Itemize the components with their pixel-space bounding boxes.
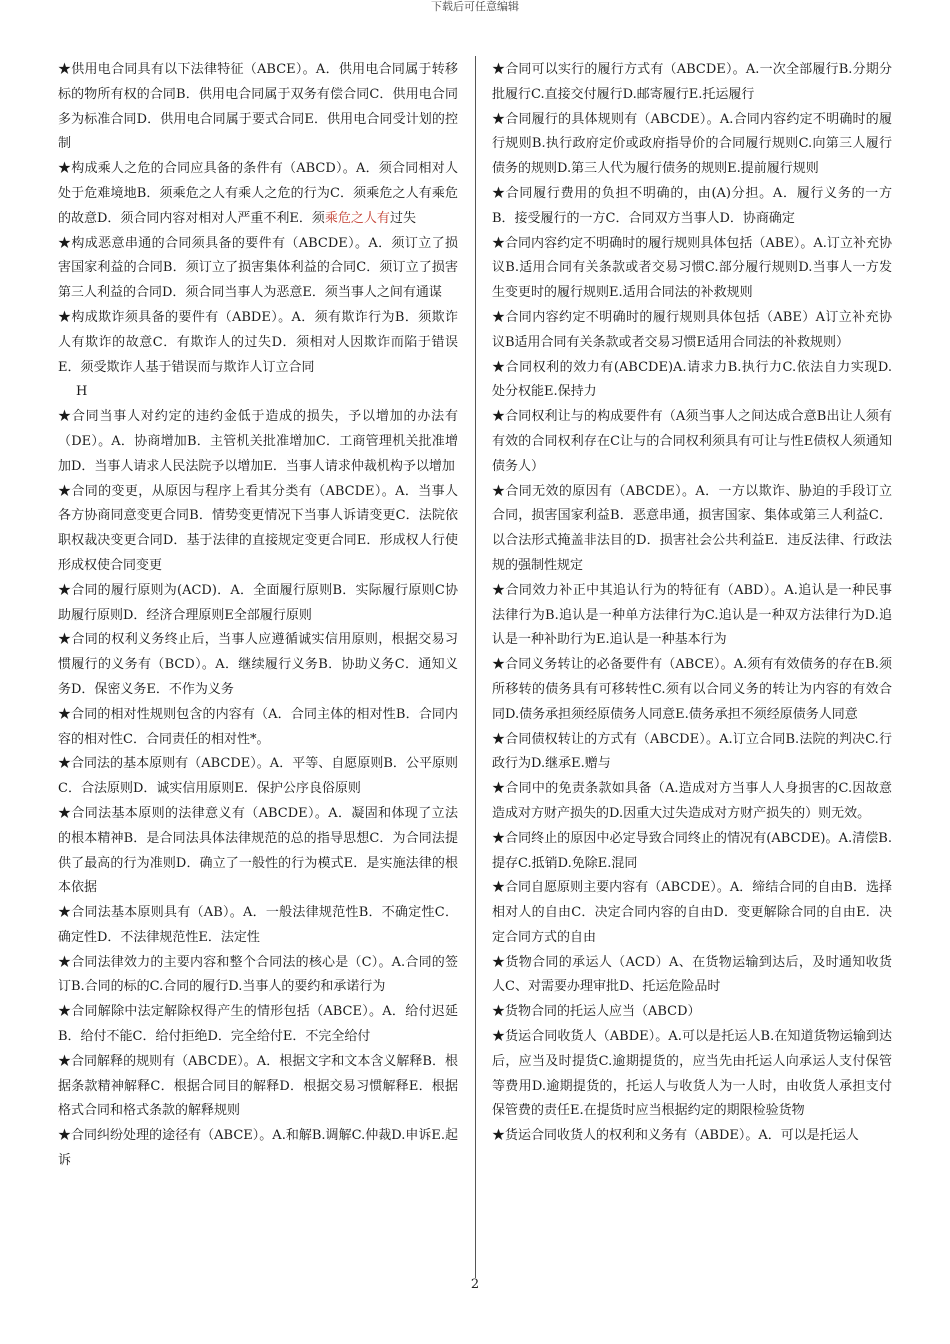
question-item: ★合同可以实行的履行方式有（ABCDE）。A.一次全部履行B.分期分批履行C.直接交付履行D.邮寄履行E.托运履行: [492, 62, 892, 102]
stray-letter: H: [76, 384, 88, 400]
question-item: ★合同的相对性规则包含的内容有（A．合同主体的相对性B．合同内容的相对性C．合同责任的相对性*。: [58, 706, 458, 747]
question-item: ★合同当事人对约定的违约金低于造成的损失，予以增加的办法有（DE）。A．协商增加B．主管机关批准增加C．工商管理机关批准增加D．当事人请求人民法院予以增加E．当事人请求仲裁机构予以增加: [58, 409, 458, 474]
question-item: ★合同效力补正中其追认行为的特征有（ABD）。A.追认是一种民事法律行为B.追认是一种单方法律行为C.追认是一种双方法律行为D.追认是一种补助行为E.追认是一种基本行为: [492, 582, 892, 648]
question-text: 过失: [389, 210, 416, 226]
question-item: ★合同的履行原则为(ACD)．A．全面履行原则B．实际履行原则C协助履行原则D．经济合理原则E全部履行原则: [58, 582, 458, 623]
question-item: ★供用电合同具有以下法律特征（ABCE）。A．供用电合同属于转移标的物所有权的合同B．供用电合同属于双务有偿合同C．供用电合同多为标准合同D．供用电合同属于要式合同E．供用电合同受计划的控制: [58, 62, 458, 152]
question-item: ★合同的权利义务终止后，当事人应遵循诚实信用原则，根据交易习惯履行的义务有（BCD）。A．继续履行义务B．协助义务C．通知义务D．保密义务E．不作为义务: [58, 632, 458, 697]
question-item: ★合同内容约定不明确时的履行规则具体包括（ABE）A订立补充协议B适用合同有关条款或者交易习惯E适用合同法的补救规则）: [492, 309, 892, 350]
question-item: ★构成欺诈须具备的要件有（ABDE）。A．须有欺诈行为B．须欺诈人有欺诈的故意C．有欺诈人的过失D．须相对人因欺诈而陷于错误E．须受欺诈人基于错误而与欺诈人订立合同: [58, 309, 458, 375]
question-item: ★货运合同收货人的权利和义务有（ABDE）。A．可以是托运人: [492, 1128, 859, 1144]
question-item: ★合同权利让与的构成要件有（A须当事人之间达成合意B出让人须有有效的合同权利存在C让与的合同权利须具有可让与性E债权人须通知债务人）: [492, 409, 892, 474]
question-item: ★合同无效的原因有（ABCDE）。A．一方以欺诈、胁迫的手段订立合同，损害国家利益B．恶意串通，损害国家、集体或第三人利益C．以合法形式掩盖非法目的D．损害社会公共利益E．违反法律、行政法规的强制性规定: [492, 483, 892, 573]
question-item: ★货物合同的承运人（ACD）A、在货物运输到达后，及时通知收货人C、对需要办理审批D、托运危险品时: [492, 954, 892, 995]
question-item: ★合同法基本原则的法律意义有（ABCDE）。A．凝固和体现了立法的根本精神B．是合同法具体法律规范的总的指导思想C．为合同法提供了最高的行为准则D．确立了一般性的行为模式E．是实施法律的根本依据: [58, 805, 458, 896]
left-column: [58, 58, 458, 1174]
page-number: 2: [470, 1277, 480, 1292]
highlighted-text: 乘危之人有: [324, 210, 390, 226]
question-item: ★合同履行费用的负担不明确的，由(A)分担。A．履行义务的一方B．接受履行的一方C．合同双方当事人D．协商确定: [492, 185, 892, 226]
question-item: ★合同解除中法定解除权得产生的情形包括（ABCE）。A．给付迟延B．给付不能C．给付拒绝D．完全给付E．不完全给付: [58, 1004, 458, 1045]
column-divider: [475, 56, 476, 1278]
question-item: ★合同权利的效力有(ABCDE)A.请求力B.执行力C.依法自力实现D.处分权能E.保持力: [492, 359, 892, 400]
question-item: ★合同法律效力的主要内容和整个合同法的核心是（C）。A.合同的签订B.合同的标的C.合同的履行D.当事人的要约和承诺行为: [58, 954, 458, 995]
question-item: ★合同的变更，从原因与程序上看其分类有（ABCDE）。A．当事人各方协商同意变更合同B．情势变更情况下当事人诉请变更C．法院依职权裁决变更合同D．基于法律的直接规定变更合同E．形成权人行使形成权使合同变更: [58, 483, 458, 573]
question-item: ★合同中的免责条款如具备（A.造成对方当事人人身损害的C.因故意造成对方财产损失的D.因重大过失造成对方财产损失的）则无效。: [492, 781, 892, 821]
page-header: 下载后可任意编辑: [431, 0, 519, 13]
question-item: ★合同内容约定不明确时的履行规则具体包括（ABE）。A.订立补充协议B.适用合同有关条款或者交易习惯C.部分履行规则D.当事人一方发生变更时的履行规则E.适用合同法的补救规则: [492, 235, 892, 301]
question-item: ★合同债权转让的方式有（ABCDE）。A.订立合同B.法院的判决C.行政行为D.继承E.赠与: [492, 731, 892, 772]
question-item: [58, 157, 458, 231]
question-item: ★合同法的基本原则有（ABCDE）。A．平等、自愿原则B．公平原则C．合法原则D．诚实信用原则E．保护公序良俗原则: [58, 756, 458, 797]
question-item: ★合同纠纷处理的途径有（ABCE）。A.和解B.调解C.仲裁D.申诉E.起诉: [58, 1128, 458, 1169]
right-column: [492, 58, 892, 1149]
question-item: ★合同履行的具体规则有（ABCDE）。A.合同内容约定不明确时的履行规则B.执行政府定价或政府指导价的合同履行规则C.向第三人履行债务的规则D.第三人代为履行债务的规则E.提前履行规则: [492, 111, 892, 177]
question-text: ★构成乘人之危的合同应具备的条件有（ABCD）。A．须合同相对人处于危难境地B．须乘危之人有乘人之危的行为C．须乘危之人有乘危的故意D．须合同内容对相对人严重不利E．须: [58, 161, 458, 226]
question-item: ★合同终止的原因中必定导致合同终止的情况有(ABCDE)。A.清偿B.提存C.抵销D.免除E.混同: [492, 830, 892, 871]
question-item: ★货物合同的托运人应当（ABCD）: [492, 1004, 701, 1020]
question-item: ★合同自愿原则主要内容有（ABCDE）。A．缔结合同的自由B．选择相对人的自由C．决定合同内容的自由D．变更解除合同的自由E．决定合同方式的自由: [492, 880, 892, 945]
question-item: ★合同解释的规则有（ABCDE）。A．根据文字和文本含义解释B．根据条款精神解释C．根据合同目的解释D．根据交易习惯解释E．根据格式合同和格式条款的解释规则: [58, 1053, 458, 1119]
question-item: ★构成恶意串通的合同须具备的要件有（ABCDE）。A．须订立了损害国家利益的合同B．须订立了损害集体利益的合同C．须订立了损害第三人利益的合同D．须合同当事人为恶意E．须当事人之间有通谋: [58, 235, 458, 301]
question-item: ★合同法基本原则具有（AB）。A．一般法律规范性B．不确定性C．确定性D．不法律规范性E．法定性: [58, 905, 458, 945]
question-item: ★货运合同收货人（ABDE）。A.可以是托运人B.在知道货物运输到达后，应当及时提货C.逾期提货的，应当先由托运人向承运人支付保管等费用D.逾期提货的，托运人与收货人为一人时，由收货人承担支付保管费的责任E.在提货时应当根据约定的期限检验货物: [492, 1029, 892, 1119]
question-item: ★合同义务转让的必备要件有（ABCE）。A.须有有效债务的存在B.须所移转的债务具有可移转性C.须有以合同义务的转让为内容的有效合同D.债务承担须经原债务人同意E.债务承担不须经原债务人同意: [492, 657, 892, 722]
